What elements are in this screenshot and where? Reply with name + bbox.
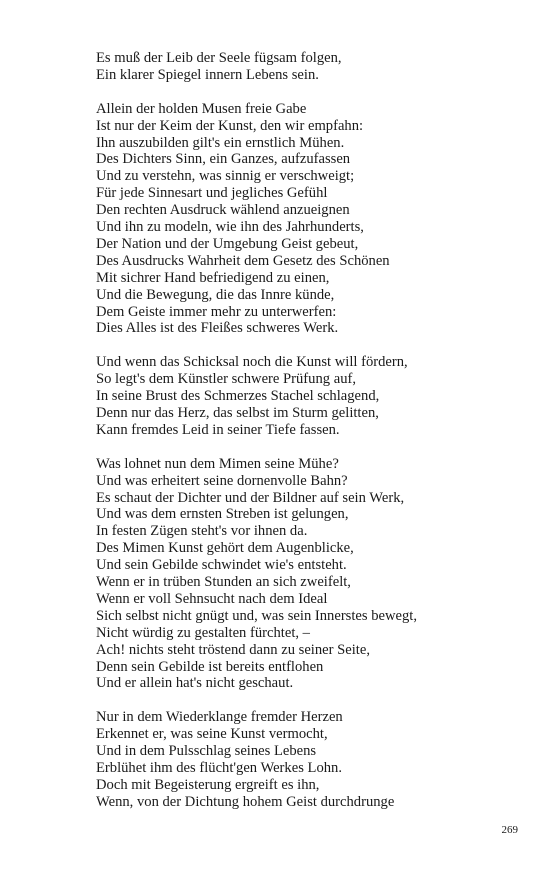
poem-line: Nur in dem Wiederklange fremder Herzen: [96, 709, 343, 726]
poem-line: Was lohnet nun dem Mimen seine Mühe?: [96, 455, 339, 472]
poem-line: Den rechten Ausdruck wählend anzueignen: [96, 202, 350, 219]
poem-line: Und in dem Pulsschlag seines Lebens: [96, 743, 317, 760]
page-number: 269: [501, 824, 518, 836]
poem-line: Erkennet er, was seine Kunst vermocht,: [96, 726, 328, 743]
poem-line: Und wenn das Schicksal noch die Kunst will fördern,: [96, 354, 408, 371]
poem-text: [96, 50, 516, 811]
poem-line: Ist nur der Keim der Kunst, den wir empfahn:: [96, 117, 364, 134]
poem-line: Ihn auszubilden gilt's ein ernstlich Mühen.: [96, 134, 345, 151]
poem-line: Es schaut der Dichter und der Bildner auf sein Werk,: [96, 489, 405, 506]
poem-line: Für jede Sinnesart und jegliches Gefühl: [96, 185, 328, 202]
poem-line: Und was dem ernsten Streben ist gelungen,: [96, 506, 349, 523]
stanza: [96, 50, 516, 84]
poem-line: So legt's dem Künstler schwere Prüfung auf,: [96, 371, 356, 388]
poem-line: In seine Brust des Schmerzes Stachel schlagend,: [96, 388, 380, 405]
stanza: [96, 456, 516, 693]
poem-line: Dem Geiste immer mehr zu unterwerfen:: [96, 303, 337, 320]
poem-line: Ein klarer Spiegel innern Lebens sein.: [96, 66, 319, 83]
poem-line: Denn nur das Herz, das selbst im Sturm gelitten,: [96, 405, 379, 421]
poem-line: Nicht würdig zu gestalten fürchtet, –: [96, 624, 310, 641]
poem-line: Und er allein hat's nicht geschaut.: [96, 675, 294, 692]
stanza: [96, 354, 516, 439]
poem-line: In festen Zügen steht's vor ihnen da.: [96, 523, 308, 540]
poem-line: Es muß der Leib der Seele fügsam folgen,: [96, 50, 342, 66]
poem-line: Des Ausdrucks Wahrheit dem Gesetz des Schönen: [96, 252, 390, 269]
poem-line: Doch mit Begeisterung ergreift es ihn,: [96, 776, 320, 793]
poem-line: Und was erheitert seine dornenvolle Bahn?: [96, 472, 348, 489]
poem-line: Mit sichrer Hand befriedigend zu einen,: [96, 269, 330, 286]
poem-line: Der Nation und der Umgebung Geist gebeut,: [96, 235, 359, 252]
poem-line: Erblühet ihm des flücht'gen Werkes Lohn.: [96, 760, 342, 776]
poem-line: Wenn, von der Dichtung hohem Geist durchdrunge: [96, 793, 395, 810]
poem-line: Dies Alles ist des Fleißes schweres Werk.: [96, 320, 339, 337]
poem-line: Kann fremdes Leid in seiner Tiefe fassen.: [96, 421, 340, 438]
poem-line: Des Dichters Sinn, ein Ganzes, aufzufassen: [96, 151, 351, 168]
stanza: [96, 709, 516, 810]
poem-line: Sich selbst nicht gnügt und, was sein Innerstes bewegt,: [96, 607, 418, 624]
poem-line: Und zu verstehn, was sinnig er verschweigt;: [96, 168, 355, 185]
poem-line: Und ihn zu modeln, wie ihn des Jahrhunderts,: [96, 219, 364, 236]
poem-line: Wenn er voll Sehnsucht nach dem Ideal: [96, 590, 328, 607]
poem-line: Des Mimen Kunst gehört dem Augenblicke,: [96, 540, 354, 557]
poem-line: Wenn er in trüben Stunden an sich zweifelt,: [96, 574, 351, 591]
poem-line: Und die Bewegung, die das Innre künde,: [96, 286, 335, 303]
poem-line: Denn sein Gebilde ist bereits entflohen: [96, 658, 324, 675]
poem-line: Und sein Gebilde schwindet wie's entsteht.: [96, 557, 347, 574]
poem-line: Allein der holden Musen freie Gabe: [96, 100, 307, 117]
stanza: [96, 101, 516, 338]
poem-line: Ach! nichts steht tröstend dann zu seiner Seite,: [96, 641, 370, 658]
